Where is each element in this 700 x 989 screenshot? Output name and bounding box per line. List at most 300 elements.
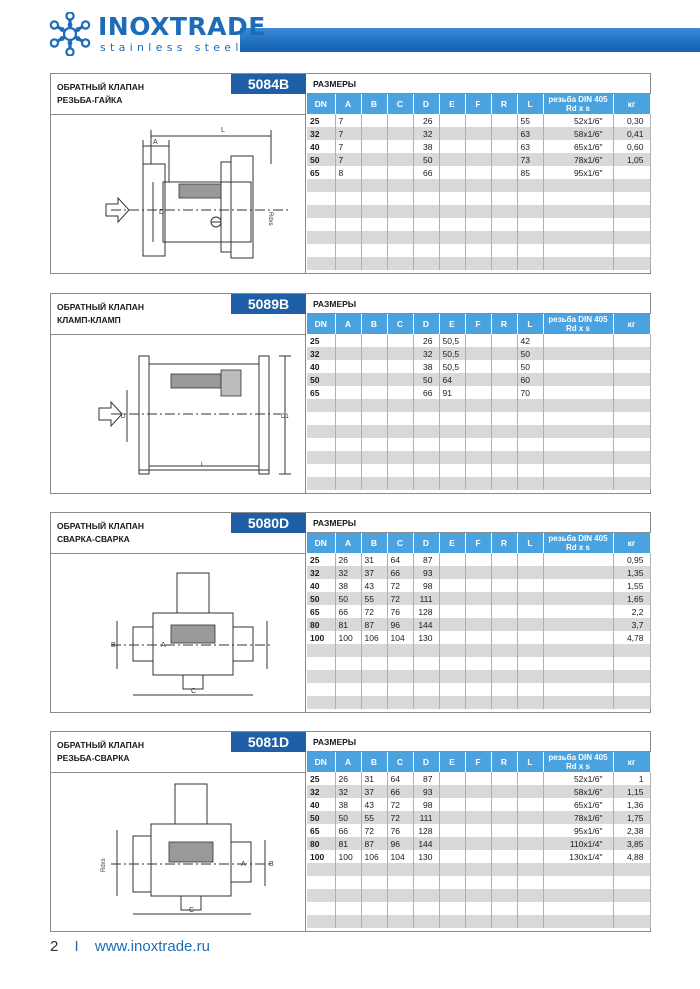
table-cell: 1,55: [613, 579, 650, 592]
table-cell: [465, 683, 491, 696]
column-header-label: F: [475, 318, 481, 329]
table-cell: [491, 798, 517, 811]
table-cell: [361, 696, 387, 709]
table-cell: [361, 438, 387, 451]
table-row: [307, 644, 650, 657]
table-row: [307, 399, 650, 412]
table-cell: [439, 218, 465, 231]
table-row: [307, 425, 650, 438]
table-cell: 1,35: [613, 566, 650, 579]
valve-drawing: [71, 342, 291, 482]
table-cell: [307, 425, 335, 438]
table-cell: 42: [517, 334, 543, 347]
table-cell: [543, 244, 613, 257]
table-cell: 100: [307, 850, 335, 863]
table-cell: [387, 218, 413, 231]
table-cell: 144: [413, 837, 439, 850]
table-cell: 96: [387, 618, 413, 631]
table-cell: 65x1/6": [543, 798, 613, 811]
table-cell: [517, 876, 543, 889]
column-header-label: R: [500, 318, 508, 329]
table-cell: 144: [413, 618, 439, 631]
table-cell: [517, 192, 543, 205]
table-cell: [307, 644, 335, 657]
column-header: [439, 533, 465, 553]
table-cell: 66: [413, 166, 439, 179]
table-cell: [439, 863, 465, 876]
table-cell: [543, 605, 613, 618]
table-cell: [491, 231, 517, 244]
column-header-label: E: [449, 537, 455, 548]
table-cell: [543, 373, 613, 386]
column-header: [613, 94, 650, 114]
table-cell: [307, 657, 335, 670]
table-cell: [413, 464, 439, 477]
table-cell: [439, 412, 465, 425]
table-cell: 26: [335, 553, 361, 566]
table-cell: [465, 412, 491, 425]
table-cell: [613, 334, 650, 347]
dimensions-panel: [307, 294, 650, 490]
table-cell: 1,05: [613, 153, 650, 166]
table-cell: [613, 412, 650, 425]
table-cell: [387, 360, 413, 373]
table-cell: 40: [307, 360, 335, 373]
column-header-label: Rd x s: [565, 543, 590, 552]
table-cell: [387, 334, 413, 347]
column-header-label: резьба DIN 405: [548, 95, 608, 104]
column-header: [491, 533, 517, 553]
table-cell: [517, 902, 543, 915]
table-cell: [307, 863, 335, 876]
table-cell: 72: [387, 579, 413, 592]
table-cell: 87: [361, 837, 387, 850]
column-header-label: A: [344, 537, 352, 548]
table-cell: [465, 798, 491, 811]
table-cell: [491, 114, 517, 127]
table-cell: [491, 605, 517, 618]
table-cell: [465, 902, 491, 915]
column-header: [491, 752, 517, 772]
column-header-label: резьба DIN 405: [548, 753, 608, 762]
table-cell: [613, 257, 650, 270]
table-cell: [361, 889, 387, 902]
table-cell: [465, 218, 491, 231]
column-header: [517, 533, 543, 553]
table-cell: [465, 696, 491, 709]
table-cell: [335, 438, 361, 451]
table-row: [307, 863, 650, 876]
table-cell: [439, 114, 465, 127]
table-cell: 1,75: [613, 811, 650, 824]
table-cell: 98: [413, 798, 439, 811]
table-cell: [543, 592, 613, 605]
table-row: [307, 605, 650, 618]
table-cell: [387, 696, 413, 709]
table-cell: [543, 566, 613, 579]
table-cell: [413, 915, 439, 928]
table-cell: [491, 373, 517, 386]
table-cell: [361, 464, 387, 477]
table-cell: [307, 915, 335, 928]
brand-tagline: stainless steel: [100, 41, 243, 54]
table-cell: 72: [387, 592, 413, 605]
table-cell: [543, 334, 613, 347]
table-cell: [361, 360, 387, 373]
table-cell: [613, 876, 650, 889]
table-cell: 64: [387, 772, 413, 785]
table-cell: [465, 205, 491, 218]
table-cell: [613, 902, 650, 915]
table-cell: 80: [307, 837, 335, 850]
table-cell: [465, 451, 491, 464]
table-row: [307, 785, 650, 798]
column-header: [517, 314, 543, 334]
table-cell: 50: [517, 347, 543, 360]
table-cell: [465, 425, 491, 438]
product-title-line2: СВАРКА-СВАРКА: [57, 534, 130, 544]
table-cell: 3,85: [613, 837, 650, 850]
table-row: [307, 798, 650, 811]
table-cell: [361, 915, 387, 928]
table-cell: [361, 179, 387, 192]
table-cell: [387, 140, 413, 153]
table-cell: 65: [307, 605, 335, 618]
table-cell: [439, 889, 465, 902]
table-cell: 76: [387, 824, 413, 837]
table-cell: [613, 231, 650, 244]
table-cell: [439, 631, 465, 644]
column-header-label: D: [422, 537, 430, 548]
table-cell: [335, 902, 361, 915]
table-row: [307, 772, 650, 785]
table-cell: 0,30: [613, 114, 650, 127]
dim-c-label: C: [191, 688, 197, 695]
table-cell: [387, 399, 413, 412]
table-cell: 66: [335, 824, 361, 837]
dim-l-label: L: [201, 462, 205, 468]
table-cell: [413, 889, 439, 902]
table-cell: [335, 257, 361, 270]
dimensions-table: [307, 94, 651, 270]
table-cell: [491, 425, 517, 438]
dim-a-label: A: [241, 861, 246, 868]
table-cell: [491, 412, 517, 425]
table-cell: 32: [413, 347, 439, 360]
table-cell: [491, 837, 517, 850]
table-cell: [361, 205, 387, 218]
table-cell: 81: [335, 837, 361, 850]
table-cell: [307, 218, 335, 231]
table-cell: [361, 657, 387, 670]
table-cell: [413, 657, 439, 670]
table-cell: [613, 915, 650, 928]
table-row: [307, 231, 650, 244]
table-cell: [543, 876, 613, 889]
table-cell: [307, 231, 335, 244]
table-cell: [335, 205, 361, 218]
page-number: 2: [50, 938, 59, 955]
table-cell: [491, 863, 517, 876]
column-header: [335, 752, 361, 772]
table-row: [307, 566, 650, 579]
table-cell: [335, 915, 361, 928]
table-cell: [613, 399, 650, 412]
column-header-label: DN: [314, 98, 327, 109]
table-row: [307, 889, 650, 902]
table-row: [307, 631, 650, 644]
table-cell: [543, 438, 613, 451]
table-cell: [543, 657, 613, 670]
table-cell: 32: [307, 785, 335, 798]
table-cell: 78x1/6": [543, 811, 613, 824]
table-cell: [413, 902, 439, 915]
table-cell: [465, 644, 491, 657]
table-cell: [465, 863, 491, 876]
table-cell: [335, 670, 361, 683]
table-cell: 32: [307, 127, 335, 140]
table-cell: [543, 579, 613, 592]
table-cell: [465, 785, 491, 798]
column-header-label: F: [475, 537, 481, 548]
dim-a-label: A: [161, 642, 166, 649]
website-link[interactable]: www.inoxtrade.ru: [94, 938, 210, 955]
table-cell: [361, 386, 387, 399]
table-cell: 26: [413, 334, 439, 347]
table-cell: [413, 231, 439, 244]
table-cell: 95x1/6": [543, 824, 613, 837]
table-cell: [439, 438, 465, 451]
table-cell: [439, 850, 465, 863]
table-cell: [439, 915, 465, 928]
table-cell: [517, 644, 543, 657]
table-cell: 0,41: [613, 127, 650, 140]
table-cell: [465, 373, 491, 386]
table-cell: [613, 451, 650, 464]
table-cell: [517, 464, 543, 477]
table-cell: 7: [335, 127, 361, 140]
table-cell: [439, 785, 465, 798]
table-cell: [413, 244, 439, 257]
table-cell: [465, 347, 491, 360]
table-cell: [543, 696, 613, 709]
table-cell: [465, 553, 491, 566]
table-cell: [439, 231, 465, 244]
table-cell: [465, 631, 491, 644]
table-row: [307, 553, 650, 566]
table-cell: [335, 399, 361, 412]
column-header: [465, 94, 491, 114]
table-cell: [491, 553, 517, 566]
table-cell: [387, 179, 413, 192]
table-cell: [465, 889, 491, 902]
table-cell: [491, 670, 517, 683]
table-cell: [439, 425, 465, 438]
table-cell: [543, 425, 613, 438]
table-cell: [335, 657, 361, 670]
column-header: [335, 94, 361, 114]
table-cell: [491, 127, 517, 140]
table-cell: [361, 670, 387, 683]
column-header-label: R: [500, 537, 508, 548]
table-row: [307, 127, 650, 140]
table-cell: 2,2: [613, 605, 650, 618]
column-header-label: B: [370, 756, 378, 767]
table-cell: 65: [307, 166, 335, 179]
table-cell: [361, 902, 387, 915]
table-row: [307, 451, 650, 464]
table-cell: 72: [387, 811, 413, 824]
column-header-label: Rd x s: [565, 324, 590, 333]
table-cell: [413, 179, 439, 192]
table-cell: [491, 785, 517, 798]
table-cell: 63: [517, 127, 543, 140]
product-title-line2: КЛАМП-КЛАМП: [57, 315, 121, 325]
table-cell: [613, 464, 650, 477]
table-cell: [465, 386, 491, 399]
column-header: [613, 752, 650, 772]
table-cell: [439, 179, 465, 192]
table-cell: [517, 657, 543, 670]
table-cell: [517, 579, 543, 592]
table-cell: [491, 644, 517, 657]
table-cell: 25: [307, 553, 335, 566]
table-cell: [361, 334, 387, 347]
table-cell: [361, 451, 387, 464]
table-cell: [465, 772, 491, 785]
table-cell: [517, 863, 543, 876]
table-cell: [491, 889, 517, 902]
table-cell: [465, 657, 491, 670]
table-cell: [361, 399, 387, 412]
table-cell: [613, 696, 650, 709]
table-row: [307, 837, 650, 850]
column-header: [361, 752, 387, 772]
divider: [51, 553, 306, 554]
table-cell: [543, 218, 613, 231]
table-cell: [517, 205, 543, 218]
table-cell: [543, 451, 613, 464]
table-cell: 37: [361, 785, 387, 798]
table-cell: [517, 592, 543, 605]
table-cell: [465, 605, 491, 618]
column-header-label: Rd x s: [565, 762, 590, 771]
table-row: [307, 915, 650, 928]
product-title-line1: ОБРАТНЫЙ КЛАПАН: [57, 302, 145, 312]
table-cell: 31: [361, 553, 387, 566]
table-cell: [413, 670, 439, 683]
table-cell: [491, 179, 517, 192]
table-cell: [413, 192, 439, 205]
table-cell: [335, 696, 361, 709]
table-cell: 1,65: [613, 592, 650, 605]
table-cell: 26: [335, 772, 361, 785]
table-cell: [387, 412, 413, 425]
table-cell: [491, 850, 517, 863]
product-block-5081d: [50, 731, 651, 932]
table-cell: [307, 696, 335, 709]
table-cell: 50: [413, 153, 439, 166]
table-cell: [439, 902, 465, 915]
table-row: [307, 244, 650, 257]
table-cell: [517, 696, 543, 709]
column-header: [361, 94, 387, 114]
table-cell: [307, 670, 335, 683]
table-cell: [517, 811, 543, 824]
table-cell: [387, 683, 413, 696]
column-header: [491, 314, 517, 334]
table-cell: 32: [307, 347, 335, 360]
column-header-label: D: [422, 318, 430, 329]
table-cell: 55: [517, 114, 543, 127]
product-title-line1: ОБРАТНЫЙ КЛАПАН: [57, 740, 145, 750]
table-cell: 43: [361, 798, 387, 811]
table-cell: 32: [307, 566, 335, 579]
dimensions-heading: РАЗМЕРЫ: [307, 513, 650, 533]
table-cell: [613, 683, 650, 696]
table-cell: 78x1/6": [543, 153, 613, 166]
table-cell: [491, 902, 517, 915]
table-cell: [439, 257, 465, 270]
table-cell: [413, 451, 439, 464]
table-cell: [439, 644, 465, 657]
table-cell: [517, 553, 543, 566]
table-cell: [307, 477, 335, 490]
divider: [51, 114, 306, 115]
dimensions-heading: РАЗМЕРЫ: [307, 74, 650, 94]
table-row: [307, 618, 650, 631]
table-cell: 66: [335, 605, 361, 618]
table-cell: [361, 140, 387, 153]
column-header-label: кг: [627, 98, 636, 109]
table-cell: 1,15: [613, 785, 650, 798]
table-cell: [465, 127, 491, 140]
table-cell: [517, 772, 543, 785]
table-cell: 50: [307, 811, 335, 824]
table-cell: 111: [413, 592, 439, 605]
table-cell: [543, 192, 613, 205]
table-cell: [543, 553, 613, 566]
table-cell: [335, 179, 361, 192]
table-cell: [543, 631, 613, 644]
table-cell: [491, 876, 517, 889]
valve-drawing: [71, 122, 291, 262]
table-cell: [517, 837, 543, 850]
table-cell: [543, 464, 613, 477]
table-row: [307, 179, 650, 192]
table-cell: [439, 824, 465, 837]
column-header: [439, 94, 465, 114]
table-cell: [613, 347, 650, 360]
table-cell: [387, 657, 413, 670]
table-cell: 50: [335, 811, 361, 824]
product-info: [51, 294, 306, 493]
table-cell: 64: [439, 373, 465, 386]
table-cell: 81: [335, 618, 361, 631]
table-cell: 7: [335, 153, 361, 166]
table-row: [307, 205, 650, 218]
table-cell: [413, 644, 439, 657]
table-cell: 50: [307, 153, 335, 166]
table-cell: [387, 644, 413, 657]
table-row: [307, 360, 650, 373]
table-cell: [491, 915, 517, 928]
table-cell: 38: [413, 140, 439, 153]
column-header: [613, 314, 650, 334]
table-cell: [543, 347, 613, 360]
table-cell: [491, 618, 517, 631]
table-cell: [465, 140, 491, 153]
